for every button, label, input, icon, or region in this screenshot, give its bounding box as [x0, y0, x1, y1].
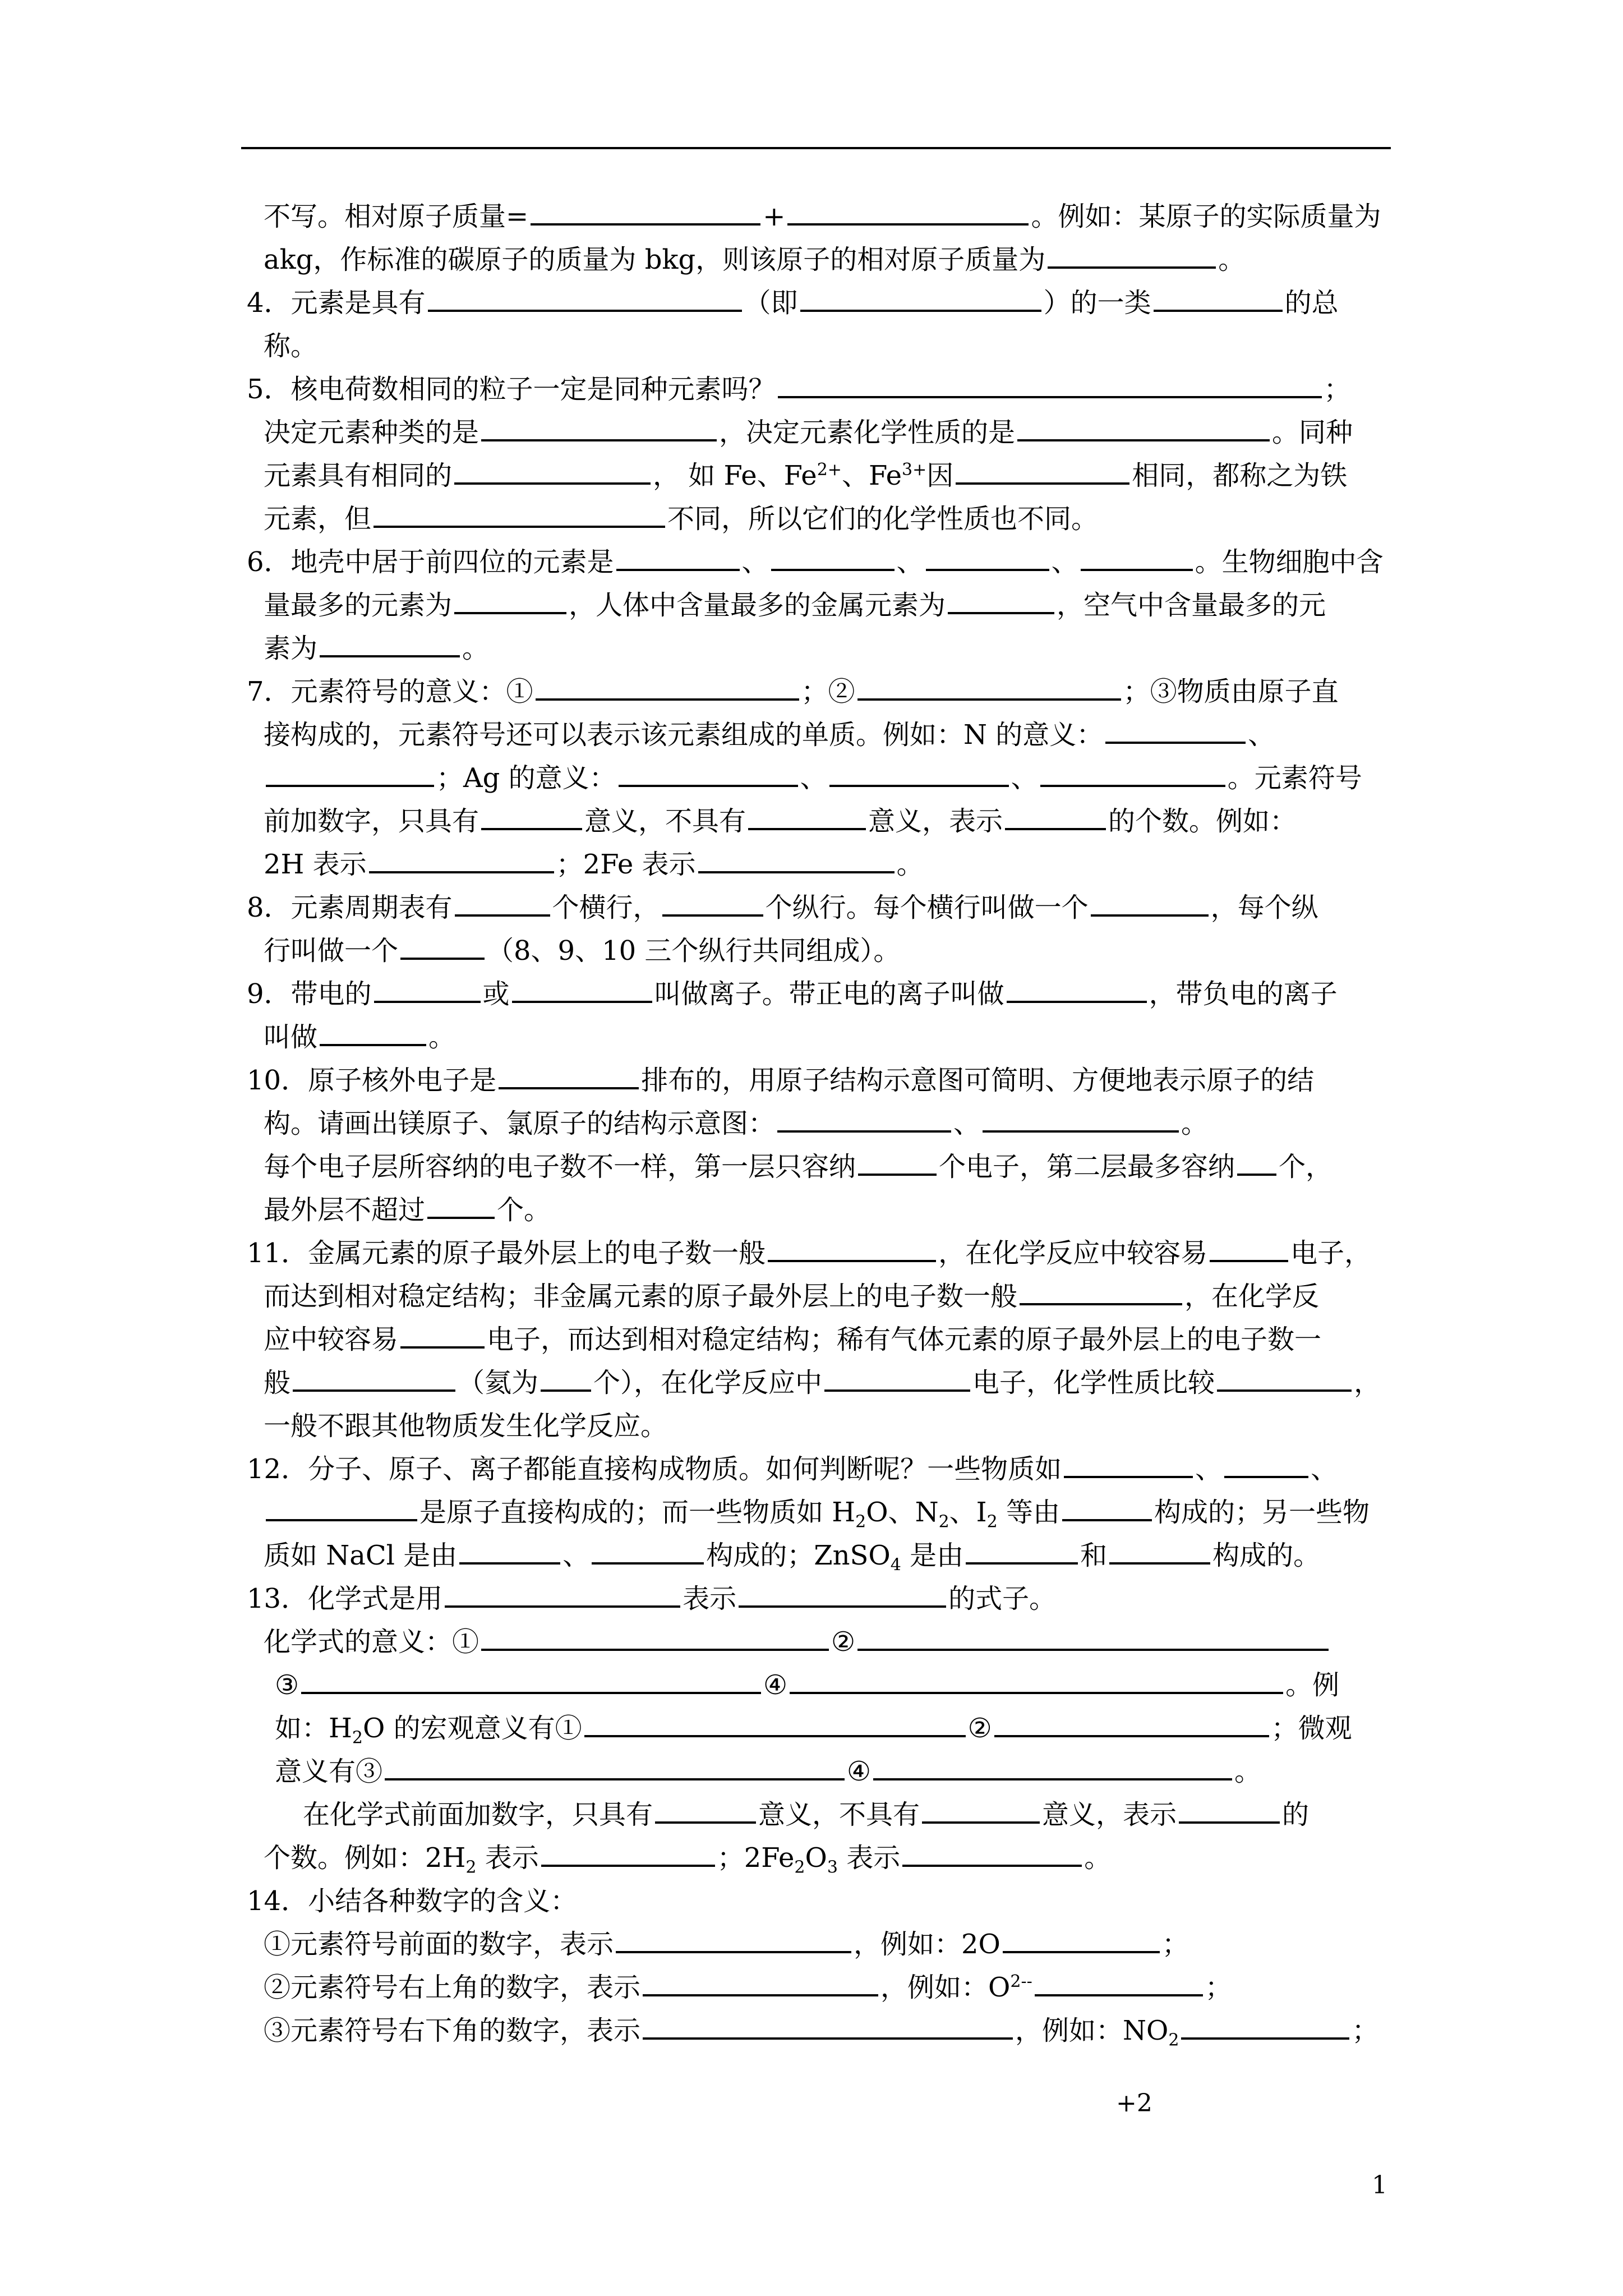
answer-blank[interactable]: [385, 1752, 845, 1780]
line-25: 11．金属元素的原子最外层上的电子数一般 ，在化学反应中较容易 电子，: [258, 1232, 1413, 1275]
page-number: 1: [1372, 2171, 1387, 2200]
answer-blank[interactable]: [1040, 759, 1225, 787]
line-02: akg，作标准的碳原子的质量为 bkg，则该原子的相对原子质量为 。: [258, 238, 1413, 282]
line-36: 如：$H_2O$ 的宏观意义有① ② ；微观: [258, 1707, 1413, 1750]
line-16: 2H 表示 ；2Fe 表示 。: [258, 843, 1413, 886]
answer-blank[interactable]: [1181, 2012, 1349, 2040]
answer-blank[interactable]: [512, 975, 652, 1003]
answer-blank[interactable]: [481, 802, 582, 830]
answer-blank[interactable]: [1091, 889, 1209, 917]
line-34: 化学式的意义：① ②: [258, 1621, 1413, 1664]
answer-blank[interactable]: [787, 197, 1029, 226]
answer-blank[interactable]: [662, 889, 763, 917]
answer-blank[interactable]: [643, 2012, 1013, 2040]
line-13: 接构成的，元素符号还可以表示该元素组成的单质。例如：N 的意义： 、: [258, 714, 1413, 757]
answer-blank[interactable]: [857, 1623, 1329, 1651]
answer-blank[interactable]: [499, 1061, 639, 1089]
answer-blank[interactable]: [320, 629, 460, 657]
answer-blank[interactable]: [790, 1666, 1283, 1694]
line-42: ②元素符号右上角的数字，表示 ，例如：$O^{2--}$ ；: [258, 1966, 1413, 2009]
line-43: ③元素符号右下角的数字，表示 ，例如：$NO_2$ ；: [258, 2009, 1413, 2053]
answer-blank[interactable]: [873, 1752, 1232, 1780]
line-15: 前加数字，只具有 意义，不具有 意义，表示 的个数。例如：: [258, 800, 1413, 843]
header-rule: [241, 147, 1391, 149]
line-06: 决定元素种类的是 ，决定元素化学性质的是 。同种: [258, 411, 1413, 454]
answer-blank[interactable]: [956, 457, 1129, 485]
answer-blank[interactable]: [266, 1493, 417, 1521]
answer-blank[interactable]: [1062, 1493, 1152, 1521]
line-37: 意义有③ ④ 。: [258, 1750, 1413, 1793]
line-22: 构。请画出镁原子、氯原子的结构示意图： 、 。: [258, 1102, 1413, 1145]
answer-blank[interactable]: [369, 845, 554, 873]
answer-blank[interactable]: [454, 586, 566, 614]
line-09: 6．地壳中居于前四位的元素是 、 、 、 。生物细胞中含: [258, 541, 1413, 584]
line-18: 行叫做一个 （8、9、10 三个纵行共同组成）。: [258, 930, 1413, 973]
line-39: 个数。例如：$2H_2$ 表示 ；$2Fe_2O_3$ 表示 。: [258, 1837, 1413, 1880]
answer-blank[interactable]: [266, 759, 434, 787]
line-21: 10．原子核外电子是 排布的，用原子结构示意图可简明、方便地表示原子的结: [258, 1059, 1413, 1102]
answer-blank[interactable]: [748, 802, 866, 830]
answer-blank[interactable]: [1224, 1450, 1308, 1478]
line-27: 应中较容易 电子，而达到相对稳定结构；稀有气体元素的原子最外层上的电子数一: [258, 1318, 1413, 1361]
line-33: 13．化学式是用 表示 的式子。: [258, 1577, 1413, 1621]
line-32: 质如 NaCl 是由 、 构成的；ZnSO$_4$ 是由 和 构成的。: [258, 1534, 1413, 1577]
line-17: 8．元素周期表有 个横行， 个纵行。每个横行叫做一个 ，每个纵: [258, 886, 1413, 930]
answer-blank[interactable]: [455, 889, 550, 917]
answer-blank[interactable]: [374, 500, 665, 528]
line-12: 7．元素符号的意义：① ；② ；③物质由原子直: [258, 670, 1413, 714]
answer-blank[interactable]: [800, 284, 1041, 312]
answer-blank[interactable]: [1217, 1364, 1352, 1392]
answer-blank[interactable]: [858, 1148, 937, 1176]
line-01: 不写。相对原子质量= + 。例如：某原子的实际质量为: [258, 195, 1413, 238]
answer-blank[interactable]: [966, 1536, 1078, 1565]
answer-blank[interactable]: [1048, 241, 1216, 269]
line-28: 般 （氦为 个），在化学反应中 电子，化学性质比较 ，: [258, 1361, 1413, 1405]
answer-blank[interactable]: [655, 1796, 756, 1824]
answer-blank[interactable]: [1020, 1277, 1182, 1305]
line-38: 在化学式前面加数字，只具有 意义，不具有 意义，表示 的: [258, 1793, 1413, 1837]
line-10: 量最多的元素为 ，人体中含量最多的金属元素为 ，空气中含量最多的元: [258, 584, 1413, 627]
answer-blank[interactable]: [994, 1709, 1269, 1737]
answer-blank[interactable]: [777, 1105, 951, 1133]
answer-blank[interactable]: [1237, 1148, 1276, 1176]
answer-blank[interactable]: [616, 1925, 851, 1953]
answer-blank[interactable]: [1005, 802, 1106, 830]
answer-blank[interactable]: [1179, 1796, 1280, 1824]
answer-blank[interactable]: [293, 1364, 455, 1392]
answer-blank[interactable]: [1105, 716, 1246, 744]
answer-blank[interactable]: [1035, 1968, 1203, 1996]
answer-blank[interactable]: [902, 1839, 1082, 1867]
answer-blank[interactable]: [824, 1364, 970, 1392]
answer-blank[interactable]: [1007, 975, 1147, 1003]
line-19: 9．带电的 或 叫做离子。带正电的离子叫做 ，带负电的离子: [258, 973, 1413, 1016]
answer-blank[interactable]: [829, 759, 1009, 787]
answer-blank[interactable]: [619, 759, 798, 787]
answer-blank[interactable]: [768, 1234, 936, 1262]
answer-blank[interactable]: [531, 197, 760, 226]
answer-blank[interactable]: [400, 932, 485, 960]
line-24: 最外层不超过 个。: [258, 1189, 1413, 1232]
answer-blank[interactable]: [643, 1968, 878, 1996]
line-23: 每个电子层所容纳的电子数不一样，第一层只容纳 个电子，第二层最多容纳 个，: [258, 1145, 1413, 1189]
line-30: 12．分子、原子、离子都能直接构成物质。如何判断呢？一些物质如 、 、: [258, 1448, 1413, 1491]
answer-blank[interactable]: [1017, 413, 1270, 441]
answer-blank[interactable]: [481, 413, 717, 441]
answer-blank[interactable]: [536, 673, 799, 701]
line-04: 称。: [264, 330, 318, 362]
charge-label: +2: [1116, 2089, 1152, 2118]
answer-blank[interactable]: [857, 673, 1121, 701]
answer-blank[interactable]: [541, 1364, 591, 1392]
line-14: ；Ag 的意义： 、 、 。元素符号: [258, 757, 1413, 800]
answer-blank[interactable]: [584, 1709, 966, 1737]
answer-blank[interactable]: [1154, 284, 1283, 312]
line-11: 素为 。: [258, 627, 1413, 670]
answer-blank[interactable]: [1064, 1450, 1193, 1478]
answer-blank[interactable]: [459, 1536, 560, 1565]
line-20: 叫做 。: [258, 1016, 1413, 1059]
answer-blank[interactable]: [428, 284, 742, 312]
answer-blank[interactable]: [481, 1623, 829, 1651]
answer-blank[interactable]: [374, 975, 481, 1003]
line-03: 4．元素是具有 （即 ）的一类 的总: [258, 282, 1413, 325]
answer-blank[interactable]: [948, 586, 1054, 614]
line-29: 一般不跟其他物质发生化学反应。: [264, 1410, 668, 1442]
answer-blank[interactable]: [771, 543, 895, 571]
line-40: 14．小结各种数字的含义：: [247, 1885, 578, 1917]
answer-blank[interactable]: [1003, 1925, 1160, 1953]
line-26: 而达到相对稳定结构；非金属元素的原子最外层上的电子数一般 ，在化学反: [258, 1275, 1413, 1318]
answer-blank[interactable]: [445, 1580, 680, 1608]
answer-blank[interactable]: [926, 543, 1049, 571]
answer-blank[interactable]: [427, 1191, 495, 1219]
line-35: ③ ④ 。例: [258, 1664, 1413, 1707]
answer-blank[interactable]: [301, 1666, 761, 1694]
line-05: 5．核电荷数相同的粒子一定是同种元素吗？ ；: [258, 368, 1413, 411]
answer-blank[interactable]: [1081, 543, 1193, 571]
line-08: 元素，但 不同，所以它们的化学性质也不同。: [258, 498, 1413, 541]
answer-blank[interactable]: [616, 543, 740, 571]
answer-blank[interactable]: [454, 457, 651, 485]
answer-blank[interactable]: [541, 1839, 715, 1867]
answer-blank[interactable]: [983, 1105, 1179, 1133]
answer-blank[interactable]: [778, 370, 1322, 398]
answer-blank[interactable]: [698, 845, 895, 873]
answer-blank[interactable]: [922, 1796, 1040, 1824]
answer-blank[interactable]: [1210, 1234, 1288, 1262]
worksheet-body: [247, 195, 1413, 2053]
answer-blank[interactable]: [400, 1320, 485, 1349]
line-41: ①元素符号前面的数字，表示 ，例如：2O ；: [258, 1923, 1413, 1966]
answer-blank[interactable]: [739, 1580, 946, 1608]
line-07: 元素具有相同的 ， 如 Fe、$Fe^{2+}$、$Fe^{3+}$因 相同，都称之为铁: [258, 454, 1413, 498]
answer-blank[interactable]: [320, 1018, 426, 1046]
answer-blank[interactable]: [592, 1536, 704, 1565]
line-31: 是原子直接构成的；而一些物质如 $H_2O$、$N_2$、$I_2$ 等由 构成的；另一些物: [258, 1491, 1413, 1534]
answer-blank[interactable]: [1109, 1536, 1210, 1565]
